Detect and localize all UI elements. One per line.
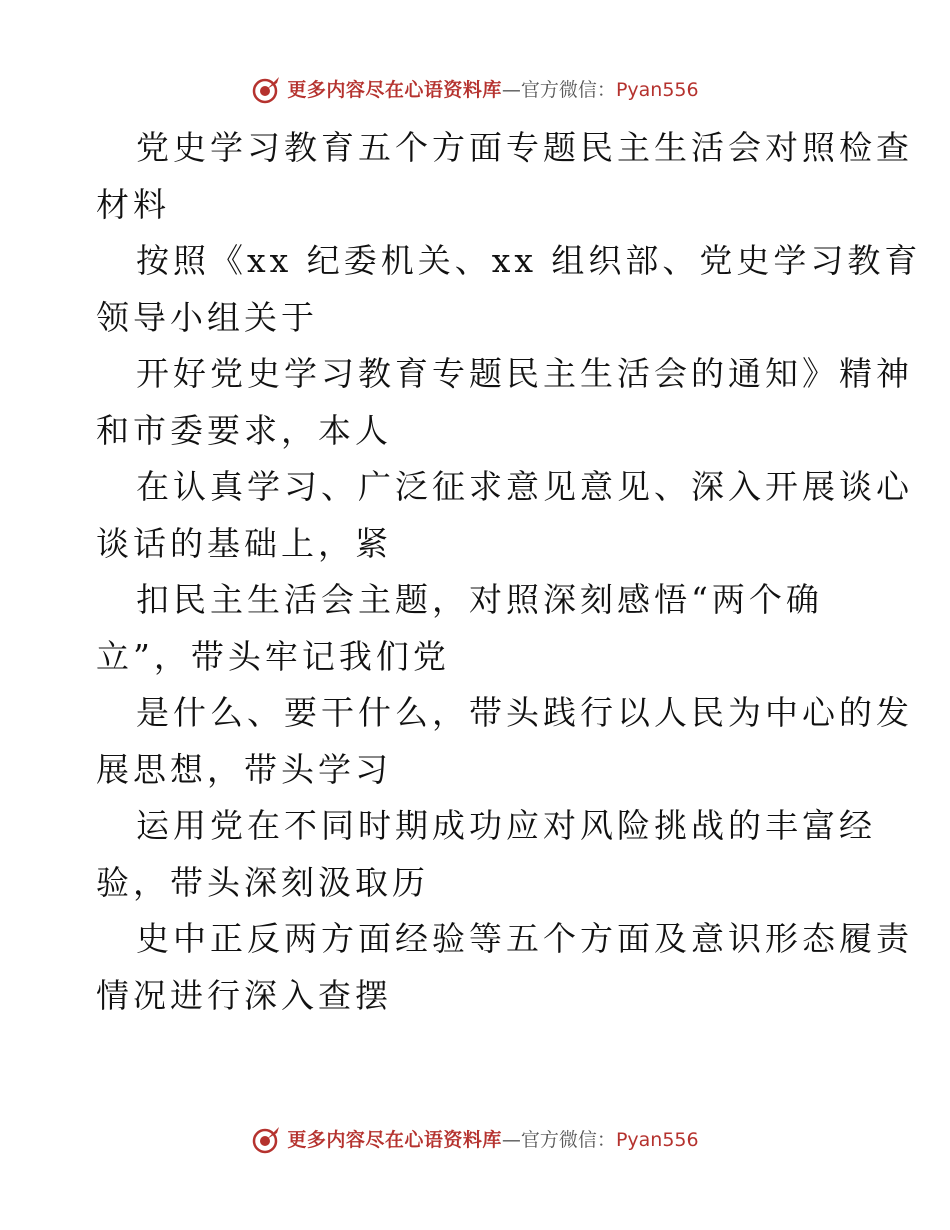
paragraph-line: 党史学习教育五个方面专题民主生活会对照检查 (136, 128, 913, 167)
quill-seal-logo-icon (251, 1125, 281, 1155)
paragraph-line: 和市委要求，本人 (96, 410, 392, 450)
paragraph-line: 展思想，带头学习 (96, 749, 392, 789)
paragraph-line: 谈话的基础上，紧 (96, 523, 392, 563)
paragraph-line: 开好党史学习教育专题民主生活会的通知》精神 (136, 354, 913, 393)
paragraph-line: 按照《xx 纪委机关、xx 组织部、党史学习教育 (136, 241, 922, 280)
paragraph-line: 史中正反两方面经验等五个方面及意识形态履责 (136, 919, 913, 958)
paragraph (96, 911, 913, 1024)
paragraph-line: 材料 (96, 184, 170, 224)
header-banner (0, 70, 950, 110)
paragraph (96, 233, 922, 346)
paragraph-line: 立”，带头牢记我们党 (96, 636, 450, 676)
paragraph-line: 在认真学习、广泛征求意见意见、深入开展谈心 (136, 467, 913, 506)
footer-banner (0, 1120, 950, 1160)
paragraph (96, 572, 866, 685)
paragraph (96, 685, 913, 798)
paragraph-line: 验，带头深刻汲取历 (96, 862, 429, 902)
paragraph (96, 798, 876, 911)
paragraph (96, 346, 913, 459)
banner-wechat-id: Pyan556 (615, 1128, 699, 1151)
banner-wechat-id: Pyan556 (615, 78, 699, 101)
paragraph-line: 运用党在不同时期成功应对风险挑战的丰富经 (136, 806, 876, 845)
banner-official-label: —官方微信： (501, 78, 616, 101)
banner-official-label: —官方微信： (501, 1128, 616, 1151)
paragraph (96, 120, 913, 233)
quill-seal-logo-icon (251, 75, 281, 105)
banner-brand-text: 更多内容尽在心语资料库 (287, 78, 502, 101)
paragraph-line: 领导小组关于 (96, 297, 318, 337)
paragraph-line: 是什么、要干什么，带头践行以人民为中心的发 (136, 693, 913, 732)
document-body (96, 120, 922, 1024)
paragraph-line: 情况进行深入查摆 (96, 975, 392, 1015)
paragraph-line: 扣民主生活会主题，对照深刻感悟“两个确 (136, 580, 823, 619)
banner-brand-text: 更多内容尽在心语资料库 (287, 1128, 502, 1151)
paragraph (96, 459, 913, 572)
